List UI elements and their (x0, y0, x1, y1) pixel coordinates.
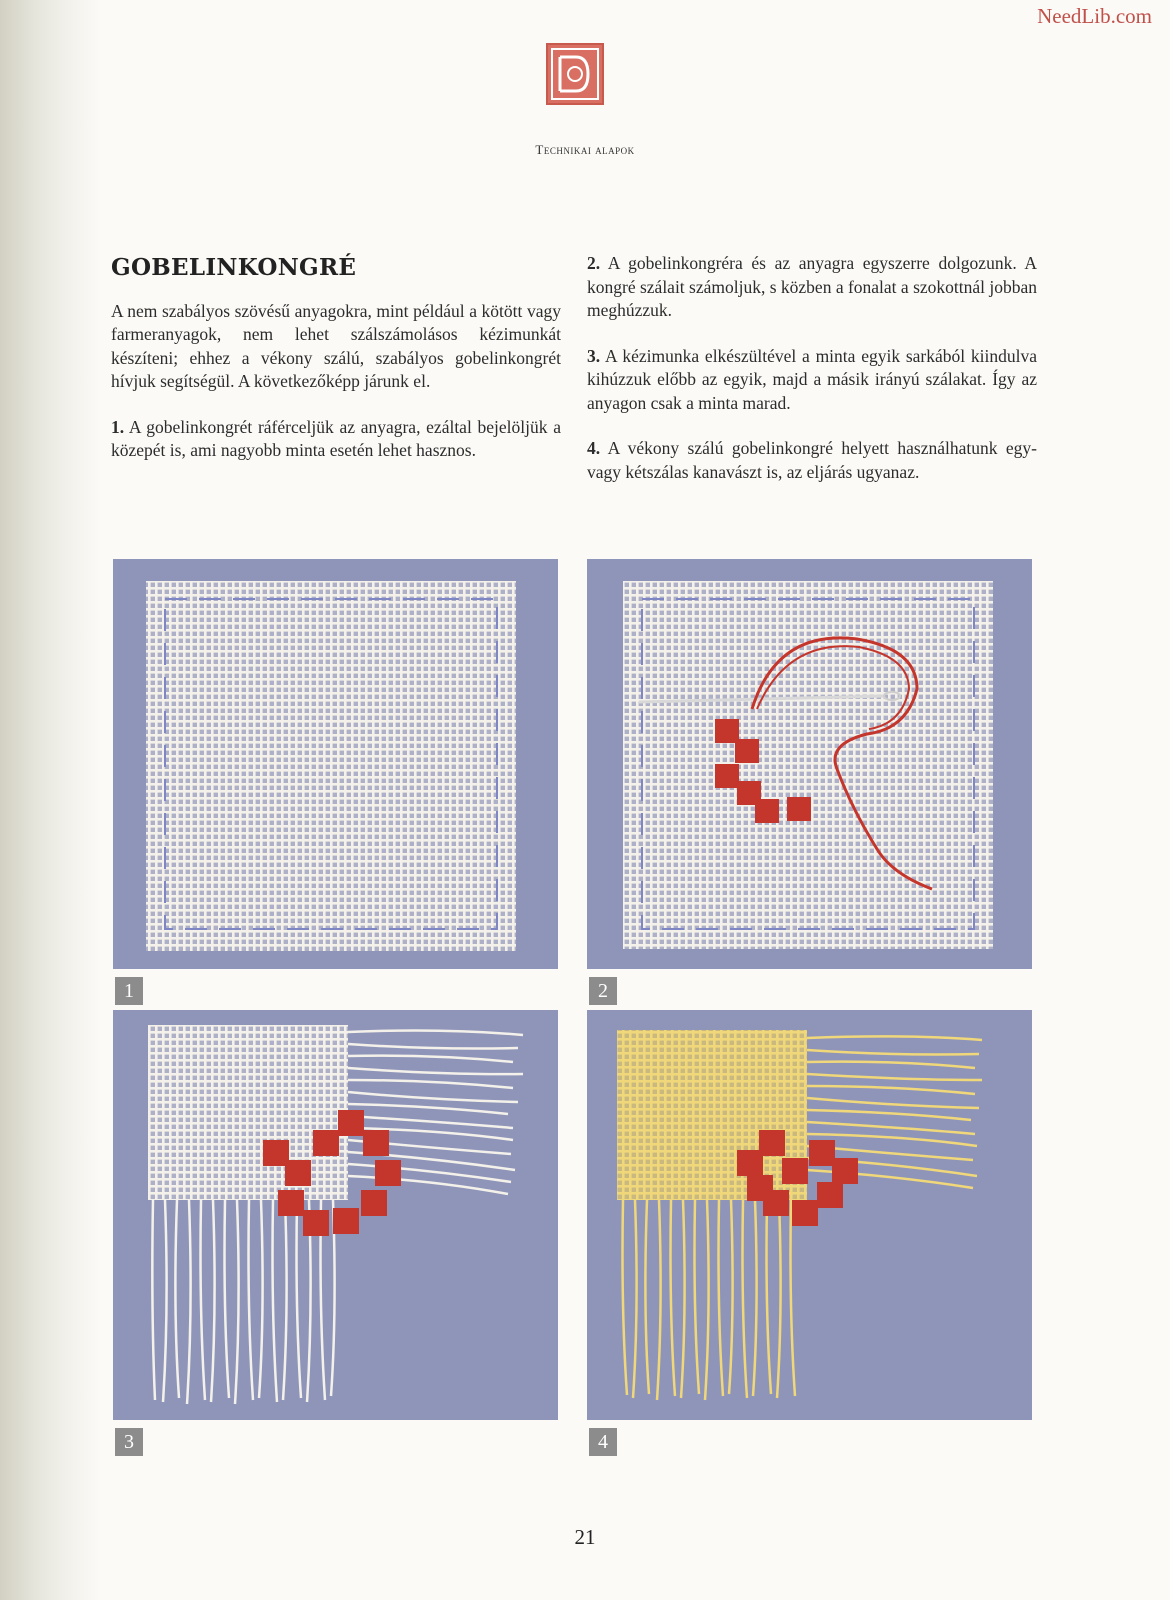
watermark: NeedLib.com (1037, 4, 1152, 28)
step-number: 2. (587, 253, 601, 273)
step-4 (587, 437, 1037, 484)
publisher-logo (546, 43, 604, 105)
photo-step-3 (113, 1010, 558, 1420)
step-number: 3. (587, 345, 601, 366)
intro-paragraph: A nem szabályos szövésű anyagokra, mint például a kötött vagy farmeranyagok, nem lehet szálszámolásos kézimunkát készíteni; ehhez a vékony szálú, szabályos gobelinkongrét hívjuk segítségül. A következőképp járunk el. (111, 300, 561, 391)
page-number: 21 (574, 1525, 596, 1549)
step-number: 4. (587, 438, 601, 458)
step-number: 1. (111, 416, 125, 437)
book-spine-shadow (0, 0, 100, 1600)
step-1 (111, 416, 561, 463)
photo-step-2 (587, 559, 1032, 969)
right-column (587, 252, 1037, 506)
figure-label-3: 3 (115, 1428, 143, 1456)
running-head: Technikai alapok (535, 142, 635, 157)
figure-label-1: 1 (115, 977, 143, 1005)
step-text: A gobelinkongrét ráférceljük az anyagra, ezáltal bejelöljük a közepét is, ami nagyobb minta esetén lehet hasznos. (111, 416, 562, 460)
step-text: A kézimunka elkészültével a minta egyik sarkából kiindulva kihúzzuk előbb az egyik, majd a másik irányú szálakat. Így az anyagon csak a minta marad. (587, 345, 1037, 413)
left-column (111, 256, 561, 485)
photo-step-1 (113, 559, 558, 969)
figure-label-2: 2 (589, 977, 617, 1005)
step-3 (587, 345, 1037, 416)
figure-label-4: 4 (589, 1428, 617, 1456)
section-heading: GOBELINKONGRÉ (111, 254, 357, 281)
photo-step-4 (587, 1010, 1032, 1420)
step-text: A vékony szálú gobelinkongré helyett használhatunk egy- vagy kétszálas kanavászt is, az eljárás ugyanaz. (587, 438, 1037, 482)
step-2 (587, 252, 1037, 323)
step-text: A gobelinkongréra és az anyagra egyszerre dolgozunk. A kongré szálait számoljuk, s közben a fonalat a szokottnál jobban meghúzzuk. (587, 253, 1038, 320)
